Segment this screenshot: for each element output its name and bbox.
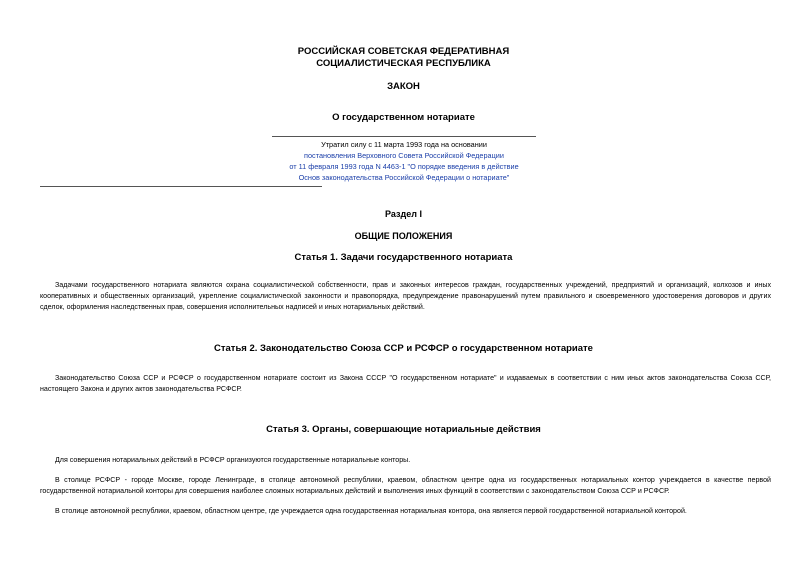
section-label: Раздел I — [385, 209, 422, 219]
repeal-link-line-1[interactable]: постановления Верховного Совета Российской Федерации — [304, 151, 504, 160]
repeal-note-text: Утратил силу с 11 марта 1993 года на основании — [321, 140, 487, 149]
article-1-paragraph: Задачами государственного нотариата являются охрана социалистической собственности, прав и законных интересов граждан, государственных учреждений, предприятий и организаций, колхозов и иных кооперативных и общественных организаций, укрепление социалистической законности и правопорядка, предупреждение правонарушений путем правильного и своевременного удостоверения договоров и других сделок, оформления наследственных прав, совершения исполнительных надписей и иных нотариальных действий. — [40, 281, 771, 311]
repeal-note — [272, 139, 536, 183]
article-3-paragraph-2: В столице РСФСР - городе Москве, городе Ленинграде, в столице автономной республики, краевом, областном центре одна из государственных нотариальных контор учреждается в качестве первой государственной нотариальной конторы для совершения наиболее сложных нотариальных действий и выполнения иных функций в соответствии с законодательством Союза ССР и РСФСР. — [40, 476, 771, 495]
article-3-title: Статья 3. Органы, совершающие нотариальные действия — [266, 424, 541, 435]
article-2-paragraph: Законодательство Союза ССР и РСФСР о государственном нотариате состоит из Закона СССР "О государственном нотариате" и издаваемых в соответствии с ним иных актов законодательства Союза ССР, настоящего Закона и других актов законодательства РСФСР. — [40, 374, 771, 393]
repeal-link-line-3[interactable]: Основ законодательства Российской Федерации о нотариате" — [298, 173, 510, 182]
doc-type: ЗАКОН — [387, 81, 420, 92]
note-top-rule — [272, 136, 536, 137]
section-title: ОБЩИЕ ПОЛОЖЕНИЯ — [354, 231, 453, 241]
article-2-title: Статья 2. Законодательство Союза ССР и РСФСР о государственном нотариате — [214, 343, 593, 354]
repeal-link-line-2[interactable]: от 11 февраля 1993 года N 4463-1 "О порядке введения в действие — [289, 162, 519, 171]
note-bottom-rule — [40, 186, 322, 187]
doc-title: О государственном нотариате — [332, 112, 475, 123]
header-line-2: СОЦИАЛИСТИЧЕСКАЯ РЕСПУБЛИКА — [316, 58, 491, 69]
article-1-title: Статья 1. Задачи государственного нотариата — [294, 252, 513, 263]
article-3-paragraph-1: Для совершения нотариальных действий в РСФСР организуются государственные нотариальные конторы. — [55, 456, 411, 464]
header-line-1: РОССИЙСКАЯ СОВЕТСКАЯ ФЕДЕРАТИВНАЯ — [297, 46, 510, 57]
article-3-paragraph-3: В столице автономной республики, краевом, областном центре, где учреждается одна государственная нотариальная контора, она является первой государственной нотариальной конторой. — [55, 507, 687, 515]
